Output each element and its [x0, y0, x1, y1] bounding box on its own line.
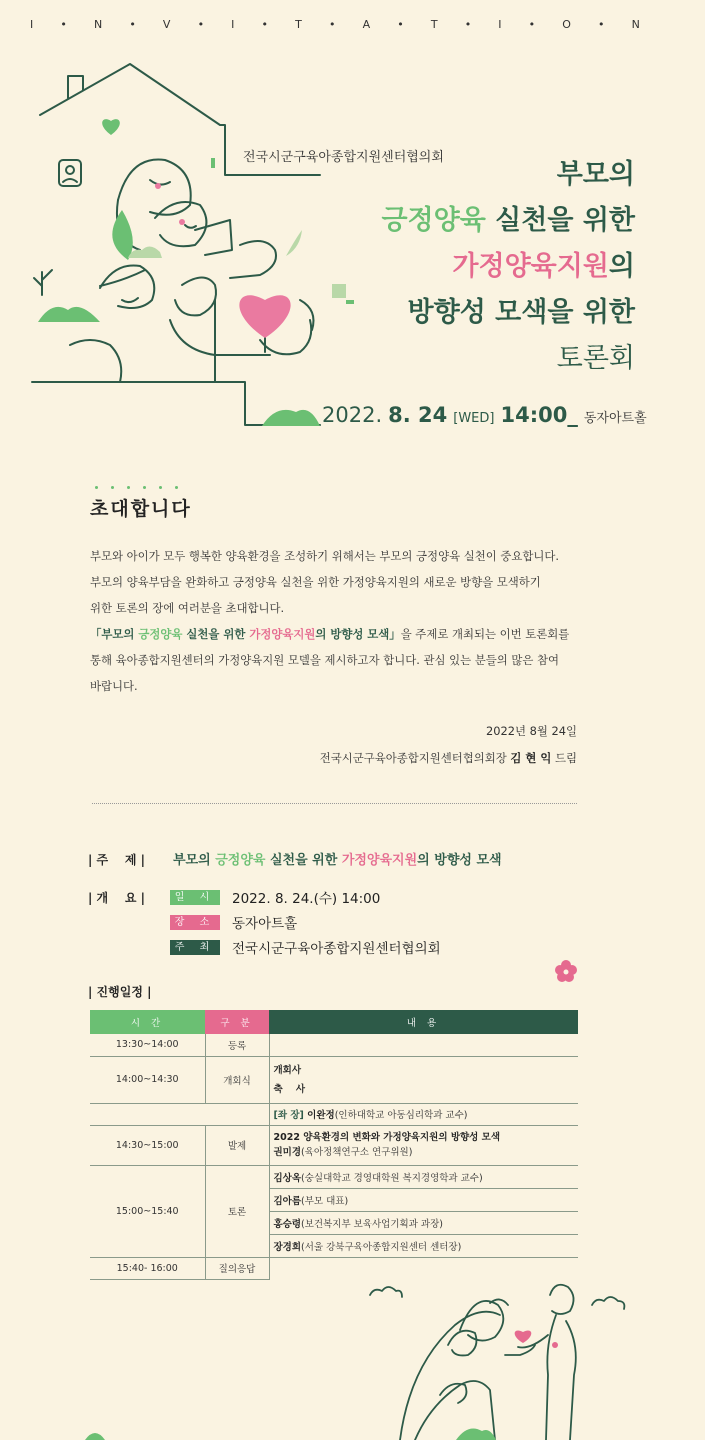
cell-content: [269, 1056, 578, 1103]
dot: •: [528, 18, 536, 31]
dot: •: [197, 18, 205, 31]
mound-decoration: [85, 1426, 105, 1440]
letter: O: [562, 18, 571, 31]
overview-label: | 개 요 |: [88, 891, 146, 905]
host-value: 전국시군구육아종합지원센터협의회: [232, 941, 441, 957]
cell-type: 등록: [205, 1034, 269, 1056]
title-line-2: [381, 198, 635, 244]
title-green-text: 긍정양육: [381, 205, 486, 236]
place-row: [170, 912, 297, 932]
cell-time: 15:40- 16:00: [90, 1257, 205, 1279]
header-type: 구 분: [205, 1010, 269, 1034]
host-row: [170, 937, 441, 957]
body-line: 「부모의 긍정양육 실천을 위한 가정양육지원의 방향성 모색」을 주제로 개최되는 이번 토론회를: [90, 627, 570, 641]
host-tag: 주 최: [170, 940, 220, 955]
cell-type: 발제: [205, 1125, 269, 1165]
heading-dots: [95, 486, 178, 489]
theme-text: 부모의 긍정양육 실천을 위한 가정양육지원의 방향성 모색: [173, 853, 502, 868]
cell-type: [205, 1103, 269, 1125]
letter: T: [295, 18, 302, 31]
event-title: [381, 152, 635, 382]
title-line-1: 부모의: [556, 159, 635, 190]
dot: •: [328, 18, 336, 31]
cell-content: [269, 1034, 578, 1056]
dot: •: [129, 18, 136, 31]
date-day: 8. 24: [388, 403, 448, 427]
table-row: [90, 1125, 578, 1165]
invite-body: [90, 543, 580, 699]
cell-time: 14:30~15:00: [90, 1125, 205, 1165]
theme-label: | 주 제 |: [88, 853, 146, 867]
date-time: 14:00_: [500, 403, 578, 427]
panelist: 김아름(부모 대표): [269, 1188, 578, 1211]
dot: •: [397, 18, 404, 31]
opening-speech: 개회사: [273, 1064, 302, 1076]
table-row: [90, 1056, 578, 1103]
title-line-5: 토론회: [556, 343, 635, 374]
cell-type: 질의응답: [205, 1257, 269, 1279]
venue: 동자아트홀: [583, 411, 647, 426]
congratulatory-speech: 축 사: [273, 1083, 306, 1095]
invitation-lettering: [30, 18, 640, 31]
cell-type: 개회식: [205, 1056, 269, 1103]
event-date-line: [322, 403, 647, 427]
title-text: 실천을 위한: [485, 205, 635, 236]
family-illustration: [360, 1275, 705, 1440]
divider: [92, 803, 577, 804]
title-line-3: [381, 244, 635, 290]
place-tag: 장 소: [170, 915, 220, 930]
letter: I: [30, 18, 34, 31]
body-line: 바랍니다.: [90, 679, 138, 693]
dot: •: [464, 18, 472, 31]
place-value: 동자아트홀: [232, 916, 298, 932]
dot: •: [261, 18, 269, 31]
date-value: 2022. 8. 24.(수) 14:00: [232, 891, 381, 907]
body-line: 통해 육아종합지원센터의 가정양육지원 모델을 제시하고자 합니다. 관심 있는 분들의 많은 참여: [90, 653, 559, 667]
organizer-name: 전국시군구육아종합지원센터협의회: [243, 150, 444, 165]
signature-date: 2022년 8월 24일: [486, 724, 577, 738]
cell-content: 2022 양육환경의 변화와 가정양육지원의 방향성 모색 권미경(육아정책연구소 연구위원): [269, 1125, 578, 1165]
cell-content: [좌 장] 이완정(인하대학교 아동심리학과 교수): [269, 1103, 578, 1125]
schedule-table: [90, 1010, 578, 1280]
theme-quote: 「부모의 긍정양육 실천을 위한 가정양육지원의 방향성 모색」: [90, 627, 401, 641]
cell-time: 14:00~14:30: [90, 1056, 205, 1103]
letter: V: [162, 18, 171, 31]
date-year: 2022.: [322, 403, 383, 427]
letter: A: [362, 18, 371, 31]
header-time: 시 간: [90, 1010, 205, 1034]
letter: N: [631, 18, 640, 31]
title-text: 의: [608, 251, 635, 282]
date-tag: 일 시: [170, 890, 220, 905]
header-content: 내 용: [269, 1010, 578, 1034]
title-line-4: 방향성 모색을 위한: [407, 297, 635, 328]
cell-time: [90, 1103, 205, 1125]
letter: I: [498, 18, 502, 31]
invite-heading: 초대합니다: [90, 498, 192, 520]
cell-type: 토론: [205, 1165, 269, 1257]
table-row: [90, 1034, 578, 1056]
panelist: 김상옥(숭실대학교 경영대학원 복지경영학과 교수): [269, 1165, 578, 1188]
body-line: 부모와 아이가 모두 행복한 양육환경을 조성하기 위해서는 부모의 긍정양육 실천이 중요합니다.: [90, 549, 559, 563]
table-row: [90, 1103, 578, 1125]
letter: T: [430, 18, 438, 31]
flower-icon: [555, 960, 577, 982]
dot: •: [60, 18, 67, 31]
letter: I: [231, 18, 235, 31]
panelist: 홍승령(보건복지부 보육사업기획과 과장): [269, 1211, 578, 1234]
table-row: [90, 1165, 578, 1188]
signature: 전국시군구육아종합지원센터협의회장 김 현 익 드림: [319, 751, 577, 765]
title-pink-text: 가정양육지원: [452, 251, 609, 282]
schedule-label: | 진행일정 |: [88, 985, 152, 999]
dot: •: [598, 18, 605, 31]
cell-time: 15:00~15:40: [90, 1165, 205, 1257]
letter: N: [93, 18, 103, 31]
panelist: 장경희(서울 강북구육아종합지원센터 센터장): [269, 1234, 578, 1257]
date-row: [170, 887, 380, 907]
body-line: 위한 토론의 장에 여러분을 초대합니다.: [90, 601, 285, 615]
date-weekday: [WED]: [453, 411, 495, 426]
cell-time: 13:30~14:00: [90, 1034, 205, 1056]
body-line: 부모의 양육부담을 완화하고 긍정양육 실천을 위한 가정양육지원의 새로운 방향을 모색하기: [90, 575, 541, 589]
